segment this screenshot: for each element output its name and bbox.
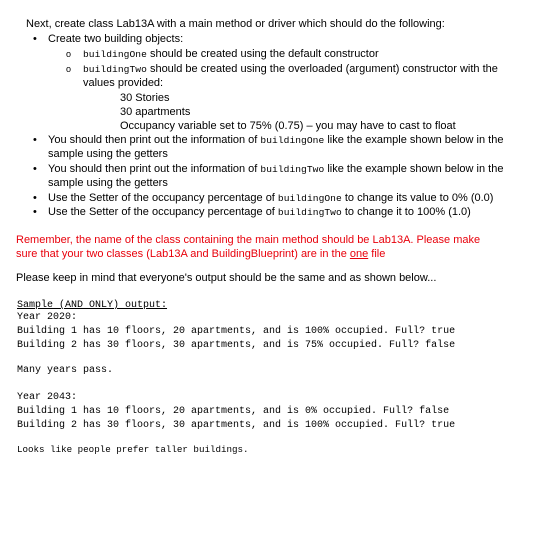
- output-line: Year 2020:: [17, 312, 78, 323]
- bullet-print-two-cont: sample using the getters: [48, 177, 168, 189]
- bullet-glyph: •: [33, 33, 37, 45]
- sub-item-building-one: [83, 47, 379, 62]
- output-line: Building 2 has 30 floors, 30 apartments, and is 75% occupied. Full? false: [17, 340, 456, 351]
- sample-header: Sample (AND ONLY) output:: [17, 300, 168, 311]
- text-segment: file: [368, 248, 386, 260]
- bullet-print-two: [48, 162, 503, 177]
- text-segment: Use the Setter of the occupancy percentage of: [48, 206, 278, 218]
- value-stories: 30 Stories: [120, 92, 170, 104]
- keep-in-mind-text: Please keep in mind that everyone's output should be the same and as shown below...: [16, 272, 437, 284]
- bullet-glyph: •: [33, 163, 37, 175]
- bullet-print-one-cont: sample using the getters: [48, 148, 168, 160]
- text-segment: like the example shown below in the: [324, 134, 504, 146]
- bullet-print-one: [48, 133, 503, 148]
- output-line: Building 1 has 10 floors, 20 apartments, and is 100% occupied. Full? true: [17, 326, 456, 337]
- output-line: Looks like people prefer taller buildings.: [17, 444, 249, 455]
- sub-item-text: should be created using the overloaded (argument) constructor with the: [146, 63, 498, 75]
- output-line: Building 1 has 10 floors, 20 apartments, and is 0% occupied. Full? false: [17, 406, 450, 417]
- code-building-one: buildingOne: [277, 193, 342, 204]
- sub-item-text: should be created using the default constructor: [146, 48, 379, 60]
- bullet-setter-one: [48, 191, 493, 206]
- code-building-two: buildingTwo: [83, 64, 147, 75]
- bullet-setter-two: [48, 205, 471, 220]
- code-building-two: buildingTwo: [277, 207, 342, 218]
- bullet-glyph: •: [33, 134, 37, 146]
- intro-text: Next, create class Lab13A with a main method or driver which should do the following:: [26, 18, 445, 30]
- text-segment: You should then print out the information of: [48, 134, 261, 146]
- code-building-one: buildingOne: [83, 49, 147, 60]
- code-building-one: buildingOne: [260, 135, 325, 146]
- sub-item-building-two: [83, 62, 498, 77]
- remember-line-1: Remember, the name of the class containing the main method should be Lab13A. Please make: [16, 234, 481, 246]
- bullet-create: Create two building objects:: [48, 33, 184, 45]
- text-segment: to change it to 100% (1.0): [341, 206, 471, 218]
- underlined-word: one: [349, 248, 369, 260]
- code-building-two: buildingTwo: [260, 164, 325, 175]
- output-line: Building 2 has 30 floors, 30 apartments, and is 100% occupied. Full? true: [17, 420, 456, 431]
- bullet-glyph: •: [33, 192, 37, 204]
- sub-bullet-glyph: o: [66, 64, 72, 74]
- sub-bullet-glyph: o: [66, 49, 72, 59]
- text-segment: sure that your two classes (Lab13A and BuildingBlueprint) are in the: [16, 248, 350, 260]
- output-line: Year 2043:: [17, 392, 78, 403]
- text-segment: like the example shown below in the: [324, 163, 504, 175]
- sub-item-continuation: values provided:: [83, 77, 164, 89]
- text-segment: to change its value to 0% (0.0): [341, 192, 494, 204]
- value-occupancy: Occupancy variable set to 75% (0.75) – you may have to cast to float: [120, 120, 456, 132]
- bullet-glyph: •: [33, 206, 37, 218]
- value-apartments: 30 apartments: [120, 106, 191, 118]
- text-segment: You should then print out the information of: [48, 163, 261, 175]
- output-line: Many years pass.: [17, 365, 114, 376]
- text-segment: Use the Setter of the occupancy percentage of: [48, 192, 278, 204]
- remember-line-2: [16, 247, 385, 261]
